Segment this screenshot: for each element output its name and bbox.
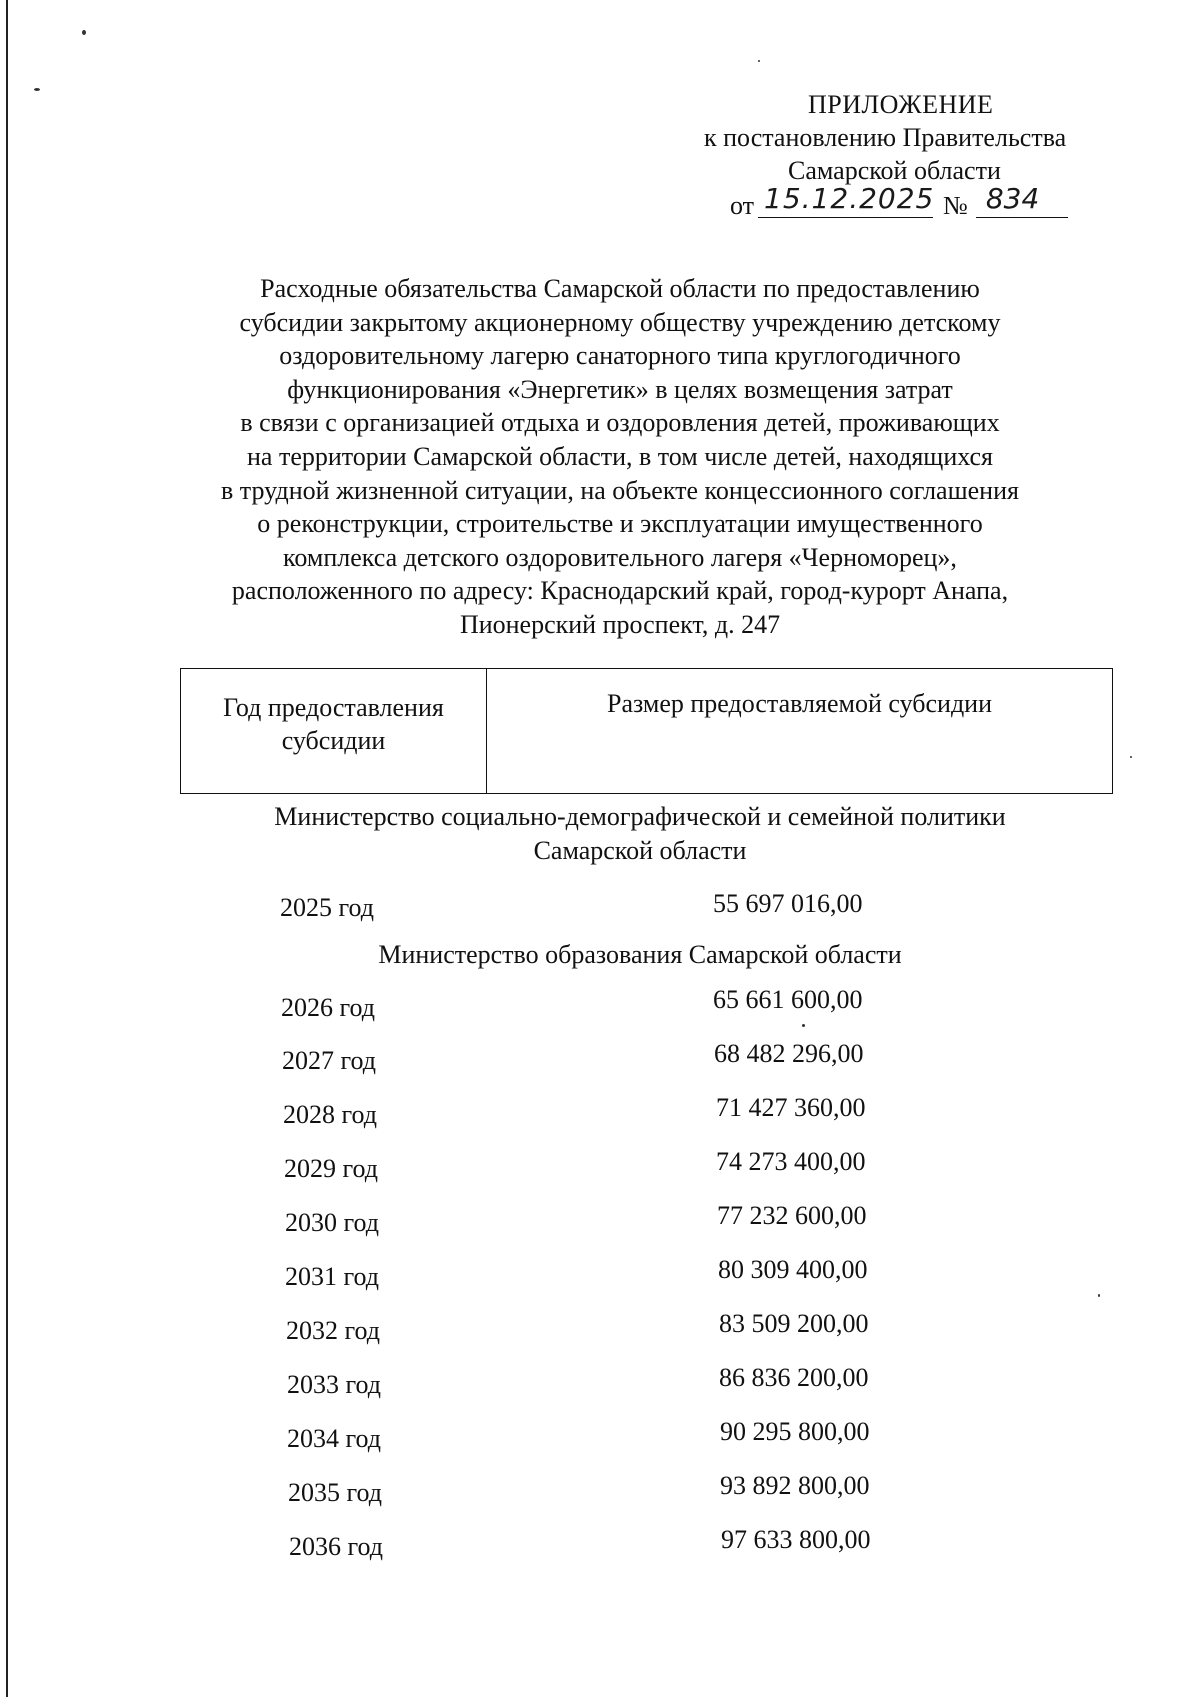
scan-edge — [6, 0, 8, 1697]
title-line: в связи с организацией отдыха и оздоровления детей, проживающих — [240, 408, 1000, 438]
scan-speck — [758, 60, 760, 62]
title-line: оздоровительному лагерю санаторного типа круглогодичного — [279, 341, 961, 371]
title-line: Расходные обязательства Самарской области по предоставлению — [260, 274, 980, 303]
table-row-year: 2031 год — [285, 1262, 379, 1291]
table-row-year: 2035 год — [288, 1478, 382, 1507]
table-row-year: 2028 год — [283, 1100, 377, 1129]
table-row-year: 2026 год — [281, 993, 375, 1022]
section-heading-line: Министерство социально-демографической и семейной политики — [274, 802, 1006, 831]
table-row-year: 2032 год — [286, 1316, 380, 1345]
table-row-amount: 74 273 400,00 — [716, 1147, 866, 1176]
reference-date-handwritten: 15.12.2025 — [764, 182, 935, 215]
table-row-year: 2034 год — [287, 1424, 381, 1453]
table-row-amount: 71 427 360,00 — [716, 1093, 866, 1122]
subsidy-table-header — [180, 668, 1113, 794]
title-line: функционирования «Энергетик» в целях возмещения затрат — [287, 374, 953, 404]
column-header-year-line: субсидии — [281, 726, 386, 755]
table-row-amount: 83 509 200,00 — [719, 1309, 869, 1338]
reference-number-underline — [976, 217, 1068, 218]
scan-speck — [1098, 1294, 1100, 1297]
document-title — [160, 272, 1080, 642]
column-header-amount: Размер предоставляемой субсидии — [606, 689, 992, 718]
title-line: Пионерский проспект, д. 247 — [459, 609, 781, 639]
title-line: о реконструкции, строительстве и эксплуатации имущественного — [257, 509, 983, 539]
title-line: расположенного по адресу: Краснодарский край, город-курорт Анапа, — [231, 576, 1009, 606]
reference-number-handwritten: 834 — [985, 182, 1040, 215]
scan-speck — [82, 30, 86, 35]
table-row-amount: 90 295 800,00 — [720, 1417, 870, 1446]
scan-speck — [802, 1024, 805, 1027]
title-line: на территории Самарской области, в том числе детей, находящихся — [247, 441, 993, 471]
appendix-subtitle: к постановлению Правительства — [704, 123, 1067, 152]
table-row-amount: 86 836 200,00 — [719, 1363, 869, 1392]
title-line: субсидии закрытому акционерному обществу учреждению детскому — [239, 307, 1001, 337]
table-row-amount: 80 309 400,00 — [718, 1255, 868, 1284]
title-line: комплекса детского оздоровительного лагеря «Черноморец», — [283, 542, 957, 572]
reference-date-underline — [758, 217, 933, 218]
number-sign: № — [943, 191, 968, 220]
table-row-amount: 65 661 600,00 — [713, 985, 863, 1014]
reference-prefix: от — [730, 191, 755, 220]
table-row-amount: 68 482 296,00 — [714, 1039, 864, 1068]
section-heading-ministry-social — [200, 800, 1080, 868]
title-line: в трудной жизненной ситуации, на объекте концессионного соглашения — [221, 475, 1019, 505]
scan-speck — [34, 88, 40, 91]
table-row-amount: 77 232 600,00 — [717, 1201, 867, 1230]
section-heading-line: Самарской области — [533, 836, 747, 865]
table-row-year: 2033 год — [287, 1370, 381, 1399]
table-row-year: 2029 год — [284, 1154, 378, 1183]
column-header-year-line: Год предоставления — [223, 693, 444, 722]
section-heading-ministry-education — [200, 938, 1080, 972]
appendix-region: Самарской области — [788, 156, 1001, 185]
table-row-year: 2036 год — [289, 1532, 383, 1561]
appendix-title: ПРИЛОЖЕНИЕ — [808, 90, 994, 119]
scan-speck — [1130, 756, 1132, 758]
table-row-year: 2027 год — [282, 1046, 376, 1075]
table-row-year: 2030 год — [285, 1208, 379, 1237]
appendix-reference — [730, 182, 1068, 222]
table-row-amount: 93 892 800,00 — [720, 1471, 870, 1500]
reference-date-field — [758, 182, 935, 218]
table-row-amount: 97 633 800,00 — [721, 1525, 871, 1554]
table-row-year: 2025 год — [280, 893, 374, 922]
column-header-year — [181, 691, 486, 757]
table-row-amount: 55 697 016,00 — [713, 889, 863, 918]
reference-number-field — [976, 182, 1068, 218]
section-heading-line: Министерство образования Самарской области — [378, 940, 902, 969]
